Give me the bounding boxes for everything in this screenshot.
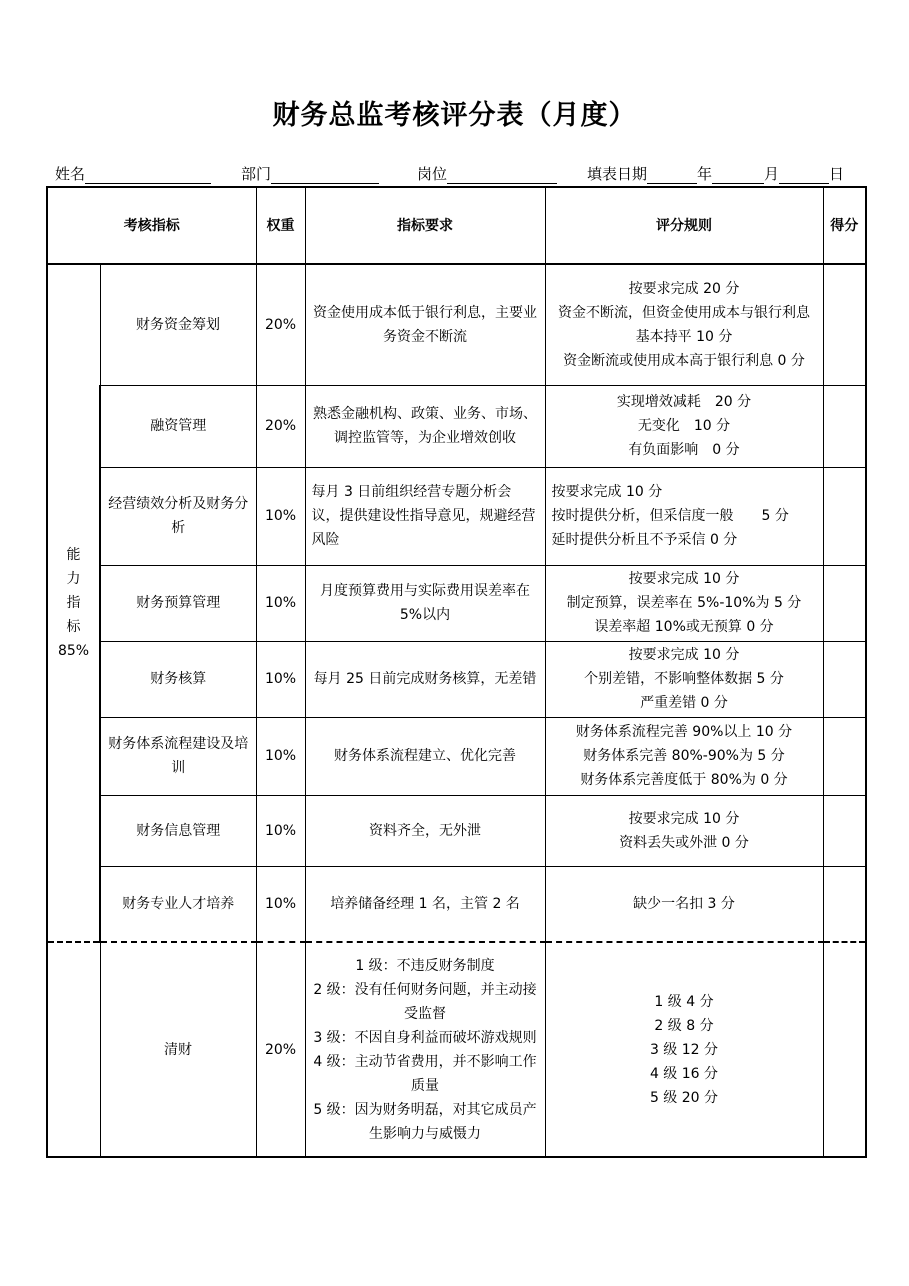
- requirement-line: 5 级：因为财务明磊，对其它成员产生影响力与威慑力: [313, 1101, 537, 1142]
- rule-line: 财务体系完善 80%-90%为 5 分: [583, 748, 785, 764]
- indicator-weight: 20%: [256, 264, 305, 385]
- score-cell[interactable]: [823, 264, 866, 385]
- indicator-name: 财务核算: [100, 641, 256, 717]
- rule-line: 按要求完成 10 分: [628, 571, 740, 587]
- score-cell[interactable]: [823, 641, 866, 717]
- rule-line: 有负面影响 0 分: [628, 442, 740, 458]
- indicator-name: 清财: [100, 942, 256, 1157]
- name-blank[interactable]: [85, 169, 211, 184]
- indicator-name: 财务信息管理: [100, 795, 256, 866]
- ability-group-label: 能力指标: [66, 547, 81, 635]
- rule-line: 实现增效减耗 20 分: [616, 394, 752, 410]
- indicator-name: 经营绩效分析及财务分析: [100, 467, 256, 565]
- post-label: 岗位: [417, 165, 448, 183]
- score-cell[interactable]: [823, 866, 866, 942]
- indicator-requirement: [305, 942, 545, 1157]
- score-cell[interactable]: [823, 467, 866, 565]
- indicator-requirement: 每月 3 日前组织经营专题分析会议，提供建设性指导意见，规避经营风险: [305, 467, 545, 565]
- indicator-weight: 10%: [256, 717, 305, 795]
- score-cell[interactable]: [823, 717, 866, 795]
- indicator-weight: 20%: [256, 942, 305, 1157]
- rule-line: 严重差错 0 分: [640, 695, 728, 711]
- indicator-weight: 20%: [256, 385, 305, 467]
- rule-line: 缺少一名扣 3 分: [633, 895, 735, 912]
- year-label: 年: [697, 165, 713, 183]
- requirement-line: 4 级：主动节省费用，并不影响工作质量: [313, 1053, 537, 1094]
- indicator-weight: 10%: [256, 467, 305, 565]
- score-cell[interactable]: [823, 385, 866, 467]
- date-label: 填表日期: [587, 165, 648, 183]
- score-cell[interactable]: [823, 795, 866, 866]
- indicator-requirement: 资金使用成本低于银行利息，主要业务资金不断流: [305, 264, 545, 385]
- table-row: [47, 385, 866, 467]
- rule-line: 个别差错，不影响整体数据 5 分: [584, 671, 784, 687]
- table-row: [47, 264, 866, 385]
- month-blank[interactable]: [712, 169, 764, 184]
- indicator-name: 财务体系流程建设及培训: [100, 717, 256, 795]
- indicator-rule: [545, 717, 823, 795]
- indicator-requirement: 月度预算费用与实际费用误差率在 5%以内: [305, 565, 545, 641]
- indicator-requirement: 培养储备经理 1 名，主管 2 名: [305, 866, 545, 942]
- dept-field[interactable]: [241, 163, 379, 184]
- table-row: [47, 795, 866, 866]
- header-rule: 评分规则: [545, 187, 823, 264]
- requirement-line: 2 级：没有任何财务问题，并主动接受监督: [313, 981, 537, 1022]
- indicator-requirement: 资料齐全，无外泄: [305, 795, 545, 866]
- indicator-rule: [545, 385, 823, 467]
- indicator-rule: [545, 641, 823, 717]
- indicator-requirement: 每月 25 日前完成财务核算，无差错: [305, 641, 545, 717]
- indicator-name: 融资管理: [100, 385, 256, 467]
- indicator-name: 财务专业人才培养: [100, 866, 256, 942]
- table-row: [47, 942, 866, 1157]
- indicator-rule: [545, 565, 823, 641]
- score-cell[interactable]: [823, 942, 866, 1157]
- rule-line: 1 级 4 分: [654, 993, 714, 1010]
- dept-label: 部门: [241, 165, 272, 183]
- rule-line: 财务体系完善度低于 80%为 0 分: [580, 772, 788, 788]
- indicator-weight: 10%: [256, 866, 305, 942]
- assessment-table: [46, 186, 867, 1158]
- requirement-line: 1 级：不违反财务制度: [355, 957, 495, 974]
- header-row: [47, 187, 866, 264]
- indicator-rule: [545, 942, 823, 1157]
- date-field[interactable]: [587, 163, 844, 184]
- indicator-rule: [545, 264, 823, 385]
- rule-line: 按要求完成 10 分: [628, 810, 740, 827]
- rule-line: 财务体系流程完善 90%以上 10 分: [575, 724, 793, 740]
- rule-line: 延时提供分析且不予采信 0 分: [551, 532, 738, 548]
- name-label: 姓名: [55, 165, 86, 183]
- indicator-rule: [545, 866, 823, 942]
- indicator-requirement: 熟悉金融机构、政策、业务、市场、调控监管等，为企业增效创收: [305, 385, 545, 467]
- group-blank-cell: [47, 942, 100, 1157]
- post-blank[interactable]: [447, 169, 557, 184]
- day-blank[interactable]: [779, 169, 829, 184]
- indicator-rule: [545, 795, 823, 866]
- rule-line: 按时提供分析，但采信度一般 5 分: [551, 508, 789, 524]
- header-weight: 权重: [256, 187, 305, 264]
- score-cell[interactable]: [823, 565, 866, 641]
- rule-line: 2 级 8 分: [654, 1017, 714, 1034]
- rule-line: 资金不断流，但资金使用成本与银行利息基本持平 10 分: [558, 304, 810, 345]
- indicator-requirement: 财务体系流程建立、优化完善: [305, 717, 545, 795]
- table-row: [47, 866, 866, 942]
- rule-line: 资料丢失或外泄 0 分: [619, 834, 749, 851]
- indicator-name: 财务预算管理: [100, 565, 256, 641]
- info-row: [55, 163, 855, 183]
- rule-line: 按要求完成 10 分: [551, 484, 663, 500]
- rule-line: 资金断流或使用成本高于银行利息 0 分: [563, 352, 805, 369]
- table-row: [47, 641, 866, 717]
- ability-group-cell: [47, 264, 100, 942]
- post-field[interactable]: [417, 163, 557, 184]
- table-row: [47, 467, 866, 565]
- table-row: [47, 565, 866, 641]
- indicator-weight: 10%: [256, 641, 305, 717]
- rule-line: 误差率超 10%或无预算 0 分: [594, 619, 774, 635]
- page-title: 财务总监考核评分表（月度）: [272, 100, 637, 131]
- dept-blank[interactable]: [271, 169, 379, 184]
- indicator-weight: 10%: [256, 565, 305, 641]
- name-field[interactable]: [55, 163, 211, 184]
- header-requirement: 指标要求: [305, 187, 545, 264]
- rule-line: 无变化 10 分: [637, 418, 731, 434]
- header-indicator: 考核指标: [47, 187, 256, 264]
- rule-line: 3 级 12 分: [649, 1041, 719, 1058]
- ability-group-percent: 85%: [57, 643, 90, 659]
- header-score: 得分: [823, 187, 866, 264]
- requirement-line: 3 级：不因自身利益而破坏游戏规则: [313, 1029, 537, 1046]
- rule-line: 制定预算，误差率在 5%-10%为 5 分: [566, 595, 802, 611]
- day-label: 日: [829, 165, 845, 183]
- rule-line: 5 级 20 分: [649, 1089, 719, 1106]
- month-label: 月: [764, 165, 780, 183]
- rule-line: 4 级 16 分: [649, 1065, 719, 1082]
- indicator-weight: 10%: [256, 795, 305, 866]
- indicator-name: 财务资金筹划: [100, 264, 256, 385]
- year-blank[interactable]: [647, 169, 697, 184]
- table-row: [47, 717, 866, 795]
- indicator-rule: [545, 467, 823, 565]
- rule-line: 按要求完成 10 分: [628, 647, 740, 663]
- rule-line: 按要求完成 20 分: [628, 280, 740, 297]
